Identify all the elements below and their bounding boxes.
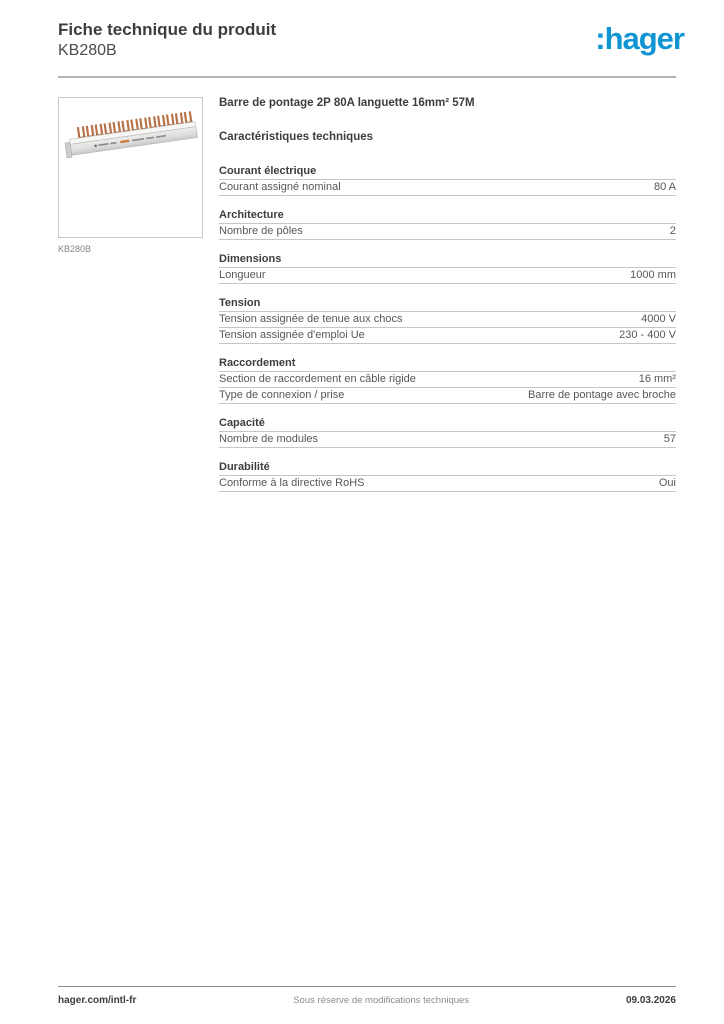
spec-row-label: Longueur: [219, 269, 266, 281]
spec-row-value: Oui: [658, 477, 676, 489]
spec-row-value: 1000 mm: [630, 269, 676, 281]
spec-section: [219, 357, 676, 404]
product-name: Barre de pontage 2P 80A languette 16mm² 57M: [219, 97, 475, 109]
spec-section-rows: [219, 312, 676, 344]
spec-row-value: Barre de pontage avec broche: [528, 389, 676, 401]
spec-row-label: Type de connexion / prise: [219, 389, 345, 401]
spec-row-label: Conforme à la directive RoHS: [219, 477, 365, 489]
spec-section: [219, 297, 676, 344]
spec-section-rows: [219, 372, 676, 404]
footer: [58, 995, 676, 1006]
product-image-caption: KB280B: [58, 244, 92, 254]
spec-row: [219, 432, 676, 448]
spec-section: [219, 165, 676, 196]
spec-section-title: Raccordement: [219, 357, 676, 372]
spec-row-value: 80 A: [653, 181, 676, 193]
spec-section-title: Capacité: [219, 417, 676, 432]
spec-section-rows: [219, 180, 676, 196]
header-divider: [58, 76, 676, 78]
footer-divider: [58, 986, 676, 987]
spec-row-value: 4000 V: [641, 313, 676, 325]
spec-row: [219, 372, 676, 388]
characteristics-column: [219, 92, 676, 505]
hager-logo: :hager: [595, 21, 684, 56]
spec-row: [219, 180, 676, 196]
spec-row-label: Nombre de modules: [219, 433, 319, 445]
spec-section: [219, 209, 676, 240]
spec-row-label: Tension assignée d'emploi Ue: [219, 329, 365, 341]
busbar-product-image-icon: [59, 224, 202, 241]
spec-section-title: Courant électrique: [219, 165, 676, 180]
spec-section-title: Dimensions: [219, 253, 676, 268]
spec-row-label: Nombre de pôles: [219, 225, 303, 237]
spec-section: [219, 461, 676, 492]
spec-row-value: 16 mm²: [638, 373, 676, 385]
spec-row-label: Section de raccordement en câble rigide: [219, 373, 416, 385]
spec-section-title: Architecture: [219, 209, 676, 224]
spec-section: [219, 417, 676, 448]
spec-row-value: 230 - 400 V: [619, 329, 676, 341]
spec-row: [219, 312, 676, 328]
page-title: Fiche technique du produit: [58, 20, 277, 39]
product-reference: KB280B: [58, 42, 117, 59]
spec-section-rows: [219, 268, 676, 284]
spec-row-label: Courant assigné nominal: [219, 181, 341, 193]
footer-website-link[interactable]: hager.com/intl-fr: [58, 995, 137, 1006]
product-image-frame: [58, 97, 203, 238]
spec-row-value: 2: [669, 225, 676, 237]
spec-section-rows: [219, 224, 676, 240]
spec-row: [219, 388, 676, 404]
footer-disclaimer: Sous réserve de modifications techniques: [293, 995, 470, 1006]
spec-row: [219, 224, 676, 240]
spec-row-label: Tension assignée de tenue aux chocs: [219, 313, 403, 325]
spec-row: [219, 476, 676, 492]
footer-date: 09.03.2026: [625, 995, 676, 1006]
spec-row: [219, 328, 676, 344]
spec-section: [219, 253, 676, 284]
spec-section-title: Durabilité: [219, 461, 676, 476]
characteristics-heading: Caractéristiques techniques: [219, 131, 374, 143]
spec-section-rows: [219, 476, 676, 492]
spec-row-value: 57: [663, 433, 676, 445]
spec-sections: [219, 165, 676, 492]
spec-section-rows: [219, 432, 676, 448]
spec-section-title: Tension: [219, 297, 676, 312]
spec-row: [219, 268, 676, 284]
